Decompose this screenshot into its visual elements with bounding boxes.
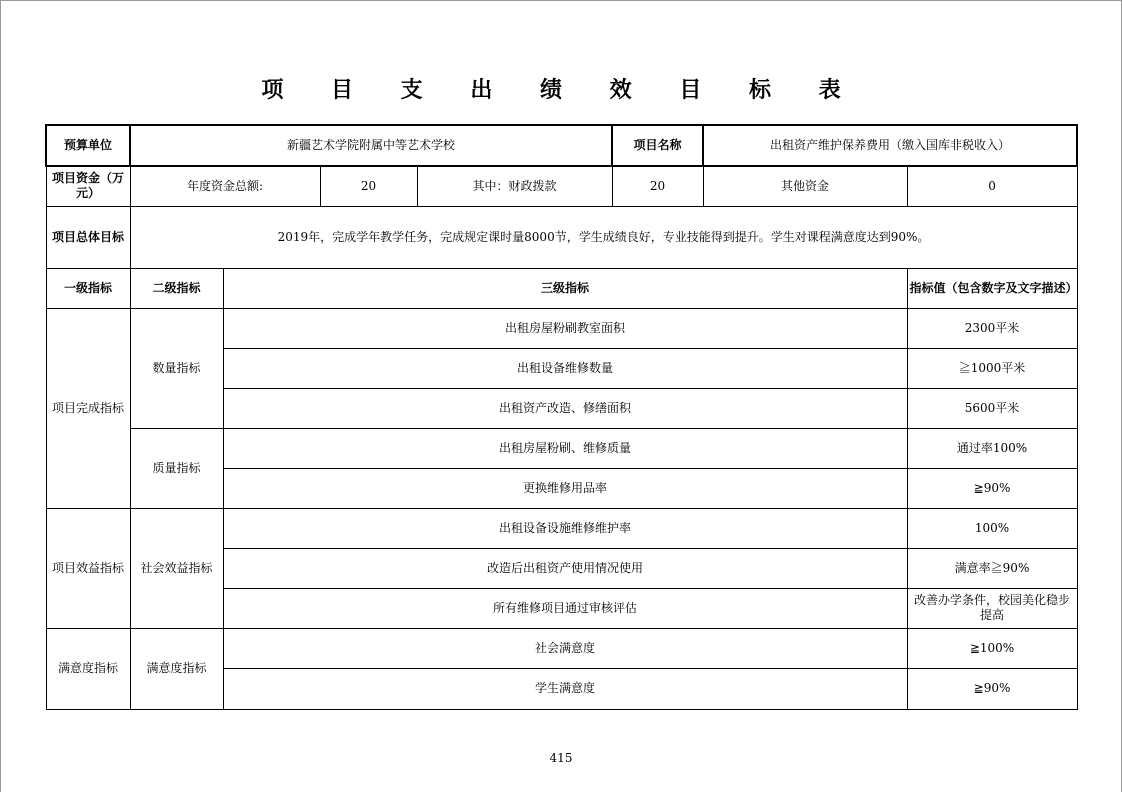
col-value-header: 指标值（包含数字及文字描述） — [907, 268, 1077, 308]
table-row — [46, 508, 1077, 548]
project-name-value: 出租资产维护保养费用（缴入国库非税收入） — [703, 125, 1077, 166]
table-row — [46, 308, 1077, 348]
project-name-label: 项目名称 — [612, 125, 703, 166]
value-cell: ≧1000平米 — [907, 348, 1077, 388]
indicator-cell: 出租设备设施维修维护率 — [223, 508, 907, 548]
indicator-cell: 出租设备维修数量 — [223, 348, 907, 388]
goal-label: 项目总体目标 — [46, 206, 130, 268]
value-cell: ≧90% — [907, 668, 1077, 709]
value-cell: 满意率≧90% — [907, 548, 1077, 588]
subgroup-quantity: 数量指标 — [130, 308, 223, 428]
funds-finance-value: 20 — [612, 166, 703, 206]
subgroup-quality: 质量指标 — [130, 428, 223, 508]
group-benefit: 项目效益指标 — [46, 508, 130, 628]
group-satisfaction: 满意度指标 — [46, 628, 130, 709]
table-row — [46, 428, 1077, 468]
subgroup-social: 社会效益指标 — [130, 508, 223, 628]
funds-other-label: 其他资金 — [703, 166, 907, 206]
goal-text: 2019年，完成学年教学任务，完成规定课时量8000节，学生成绩良好，专业技能得到提升。学生对课程满意度达到90%。 — [130, 206, 1077, 268]
col-level2-header: 二级指标 — [130, 268, 223, 308]
subgroup-satisfaction: 满意度指标 — [130, 628, 223, 709]
value-cell: 5600平米 — [907, 388, 1077, 428]
value-cell: 2300平米 — [907, 308, 1077, 348]
indicator-cell: 所有维修项目通过审核评估 — [223, 588, 907, 628]
performance-table — [45, 124, 1078, 710]
indicator-cell: 更换维修用品率 — [223, 468, 907, 508]
table-row — [46, 628, 1077, 668]
unit-label: 预算单位 — [46, 125, 130, 166]
col-level3-header: 三级指标 — [223, 268, 907, 308]
page-title: 项 目 支 出 绩 效 目 标 表 — [261, 78, 861, 103]
funds-total-value: 20 — [320, 166, 417, 206]
page-number: 415 — [549, 751, 573, 765]
col-level1-header: 一级指标 — [46, 268, 130, 308]
indicator-cell: 出租房屋粉刷教室面积 — [223, 308, 907, 348]
value-cell: 通过率100% — [907, 428, 1077, 468]
funds-label: 项目资金（万元） — [46, 166, 130, 206]
funds-total-label: 年度资金总额: — [130, 166, 320, 206]
indicator-cell: 出租资产改造、修缮面积 — [223, 388, 907, 428]
funds-other-value: 0 — [907, 166, 1077, 206]
value-cell: ≧100% — [907, 628, 1077, 668]
value-cell: 100% — [907, 508, 1077, 548]
funds-finance-label: 其中：财政拨款 — [417, 166, 612, 206]
value-cell: 改善办学条件，校园美化稳步提高 — [907, 588, 1077, 628]
indicator-cell: 改造后出租资产使用情况使用 — [223, 548, 907, 588]
group-completion: 项目完成指标 — [46, 308, 130, 508]
indicator-cell: 社会满意度 — [223, 628, 907, 668]
unit-value: 新疆艺术学院附属中等艺术学校 — [130, 125, 612, 166]
indicator-cell: 学生满意度 — [223, 668, 907, 709]
value-cell: ≧90% — [907, 468, 1077, 508]
indicator-cell: 出租房屋粉刷、维修质量 — [223, 428, 907, 468]
